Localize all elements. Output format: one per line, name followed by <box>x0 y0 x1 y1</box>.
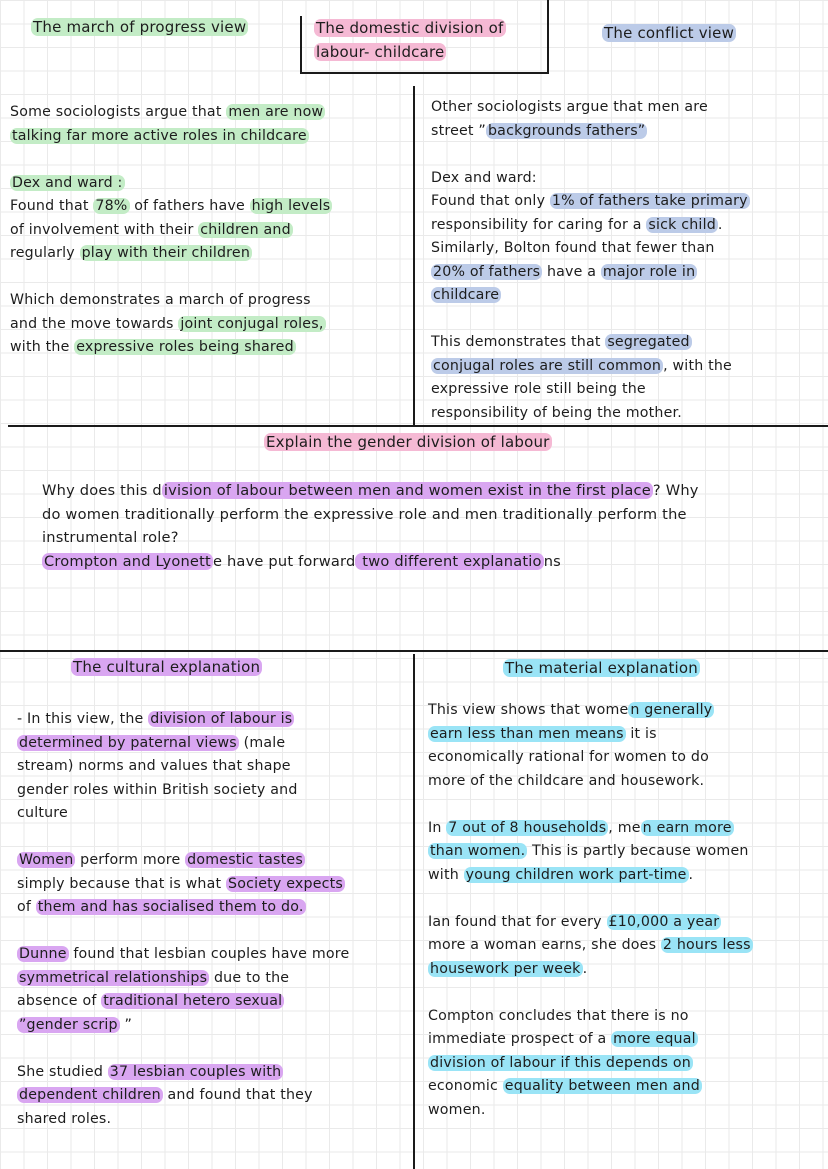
text-line <box>42 550 699 574</box>
text-span: ns <box>543 552 561 570</box>
text-line <box>10 148 332 172</box>
text-line <box>428 699 753 723</box>
text-span: ”gender scrip <box>19 1016 118 1033</box>
text-span: economically rational for women to do <box>428 749 709 765</box>
text-span: ? Why <box>652 482 699 499</box>
text-line <box>10 125 332 149</box>
text-span: division of labour if this depends on <box>430 1054 691 1071</box>
text-span: due to the <box>209 969 290 986</box>
text-span: Which demonstrates a march of progress <box>10 292 311 308</box>
text-span: Dex and ward: <box>431 169 537 186</box>
text-span: conjugal roles are still common <box>433 357 662 374</box>
text-line <box>431 355 750 379</box>
text-line <box>17 755 349 779</box>
text-line <box>17 1084 349 1108</box>
text-span: expressive roles being shared <box>76 339 294 355</box>
text-span: e have put forward <box>212 552 356 570</box>
text-span: The cultural explanation <box>73 658 261 676</box>
text-span: men are now <box>228 104 324 120</box>
text-span: Ian found that for every <box>428 913 607 930</box>
top-section-rule <box>8 425 828 427</box>
text-line <box>10 289 332 313</box>
text-span: immediate prospect of a <box>428 1031 612 1047</box>
text-line <box>17 920 349 944</box>
text-line <box>17 708 349 732</box>
text-line <box>10 101 332 125</box>
text-span: with the <box>10 339 75 355</box>
text-span: joint conjugal roles, <box>180 315 324 332</box>
text-span: Compton concludes that there is no <box>428 1007 689 1024</box>
text-line <box>428 981 753 1005</box>
text-span: 2 hours less <box>662 937 751 953</box>
text-span: responsibility for caring for a <box>431 216 647 233</box>
text-line <box>10 219 332 243</box>
header-underline <box>300 72 549 74</box>
text-line <box>431 120 750 144</box>
text-span: equality between men and <box>504 1078 700 1094</box>
text-line <box>431 96 750 120</box>
text-span: two different explanatio <box>357 552 542 570</box>
text-line <box>42 503 699 527</box>
text-line <box>17 990 349 1014</box>
text-line <box>428 864 753 888</box>
text-line <box>17 732 349 756</box>
text-span: labour- childcare <box>316 42 445 61</box>
text-line <box>428 1028 753 1052</box>
text-span: She studied <box>17 1063 108 1080</box>
explain-text <box>42 479 699 573</box>
text-span: 78% <box>95 198 128 214</box>
text-span: Why does this d <box>42 482 162 499</box>
text-span: segregated <box>607 334 690 350</box>
text-span: women. <box>428 1101 486 1118</box>
text-span: Found that only <box>431 193 550 209</box>
march-of-progress-heading <box>31 16 248 40</box>
cultural-explanation-text <box>17 708 349 1131</box>
text-span: The domestic division of <box>316 19 504 37</box>
conflict-view-heading <box>602 22 736 46</box>
text-line <box>431 214 750 238</box>
cultural-explanation-heading <box>71 656 262 680</box>
text-span: determined by paternal views <box>19 734 237 751</box>
text-span: In <box>428 819 447 836</box>
text-span: instrumental role? <box>42 529 179 546</box>
text-span: , with the <box>663 357 732 374</box>
header-divider-left <box>300 16 302 74</box>
text-span: Some sociologists argue that <box>10 104 227 120</box>
text-span: n generally <box>630 702 713 718</box>
text-span: simply because that is what <box>17 875 226 892</box>
text-span: high levels <box>251 198 331 214</box>
text-span: , me <box>608 819 641 836</box>
text-span: Similarly, Bolton found that fewer than <box>431 240 715 256</box>
text-line <box>42 526 699 550</box>
text-span: childcare <box>433 287 500 303</box>
text-line <box>431 378 750 402</box>
text-span: . <box>582 960 588 977</box>
conflict-view-text <box>431 96 750 425</box>
text-line <box>428 1075 753 1099</box>
text-line <box>431 261 750 285</box>
text-span: it is <box>625 725 657 742</box>
text-line <box>42 479 699 503</box>
text-line <box>314 17 506 41</box>
text-line <box>17 826 349 850</box>
text-span: regularly <box>10 245 80 261</box>
text-span: 7 out of 8 households <box>448 819 607 836</box>
text-span: play with their children <box>81 245 251 261</box>
text-span: street ” <box>431 122 486 139</box>
text-span: than women. <box>430 843 526 859</box>
text-span: and found that they <box>162 1087 313 1103</box>
text-span: This demonstrates that <box>431 334 606 350</box>
text-line <box>10 172 332 196</box>
text-span: . <box>688 866 694 883</box>
text-line <box>431 167 750 191</box>
text-span: of <box>17 899 36 915</box>
text-span: sick child <box>648 216 716 233</box>
text-line <box>17 802 349 826</box>
text-span: dependent children <box>19 1087 161 1103</box>
top-column-divider <box>413 86 415 426</box>
text-line <box>428 958 753 982</box>
text-line <box>17 1061 349 1085</box>
text-span: housework per week <box>430 960 581 977</box>
text-span: and the move towards <box>10 315 179 332</box>
text-span: £10,000 a year <box>608 913 720 930</box>
text-line <box>428 817 753 841</box>
text-span: Found that <box>10 198 94 214</box>
text-line <box>431 402 750 426</box>
text-span: perform more <box>75 852 186 868</box>
text-line <box>431 331 750 355</box>
text-line <box>10 242 332 266</box>
text-span: ” <box>119 1016 132 1033</box>
text-span: talking far more active roles in childcare <box>12 127 307 144</box>
text-line <box>17 943 349 967</box>
text-span: Dunne <box>19 946 67 962</box>
bottom-section-rule <box>0 650 828 652</box>
text-line <box>431 308 750 332</box>
text-span: This is partly because women <box>527 843 749 859</box>
text-span: more a woman earns, she does <box>428 937 661 953</box>
explain-heading <box>264 431 552 455</box>
text-span: gender roles within British society and <box>17 781 298 798</box>
text-span: Other sociologists argue that men are <box>431 99 708 115</box>
material-explanation-text <box>428 699 753 1122</box>
text-span: major role in <box>602 263 696 280</box>
text-span: found that lesbian couples have more <box>68 946 350 962</box>
text-line <box>428 1099 753 1123</box>
text-span: absence of <box>17 993 102 1009</box>
text-line <box>17 896 349 920</box>
text-span: responsibility of being the mother. <box>431 404 682 421</box>
text-span: Women <box>19 852 74 868</box>
text-line <box>431 284 750 308</box>
text-span: of fathers have <box>129 198 250 214</box>
text-line <box>10 336 332 360</box>
text-span: division of labour is <box>150 711 293 727</box>
text-span: ivision of labour between men and women exist in the first place <box>163 482 651 499</box>
text-line <box>428 1005 753 1029</box>
text-span: The material explanation <box>505 659 698 677</box>
text-line <box>17 873 349 897</box>
domestic-division-heading <box>314 17 506 64</box>
text-line <box>17 779 349 803</box>
text-line <box>10 313 332 337</box>
text-span: Crompton and Lyonett <box>44 552 211 570</box>
text-line <box>428 770 753 794</box>
text-line <box>17 1037 349 1061</box>
text-line <box>17 1014 349 1038</box>
text-span: 20% of fathers <box>433 263 541 280</box>
text-line <box>428 840 753 864</box>
text-span: 37 lesbian couples with <box>109 1063 282 1080</box>
text-span: do women traditionally perform the expressive role and men traditionally perform the <box>42 505 687 523</box>
text-span: Explain the gender division of labour <box>266 433 550 451</box>
bottom-column-divider <box>413 654 415 1169</box>
material-explanation-heading <box>503 657 700 681</box>
text-span: more equal <box>613 1031 696 1047</box>
text-span: with <box>428 866 464 883</box>
text-span: The conflict view <box>604 24 735 42</box>
text-line <box>10 195 332 219</box>
text-line <box>10 266 332 290</box>
text-span: This view shows that wome <box>428 702 629 718</box>
text-line <box>314 41 506 65</box>
text-span: Dex and ward : <box>12 174 123 191</box>
text-span: traditional hetero sexual <box>103 993 283 1009</box>
text-span: . <box>717 216 723 233</box>
text-span: 1% of fathers take primary <box>551 193 748 209</box>
text-line <box>17 849 349 873</box>
text-span: economic <box>428 1078 503 1094</box>
text-span: (male <box>238 734 286 751</box>
text-span: young children work part-time <box>465 866 687 883</box>
text-span: symmetrical relationships <box>19 969 208 986</box>
text-line <box>428 911 753 935</box>
text-span: n earn more <box>642 819 732 836</box>
text-line <box>431 237 750 261</box>
text-line <box>17 1108 349 1132</box>
text-span: culture <box>17 805 68 821</box>
text-span: - In this view, the <box>17 711 149 727</box>
text-span: stream) norms and values that shape <box>17 758 291 774</box>
text-span: The march of progress view <box>33 18 247 36</box>
text-line <box>428 746 753 770</box>
text-line <box>17 967 349 991</box>
text-span: shared roles. <box>17 1110 112 1127</box>
text-span: more of the childcare and housework. <box>428 772 705 789</box>
text-span: children and <box>200 221 291 238</box>
text-line <box>428 723 753 747</box>
text-line <box>428 1052 753 1076</box>
header-divider-right <box>547 0 549 74</box>
text-span: expressive role still being the <box>431 381 646 397</box>
text-span: backgrounds fathers” <box>487 122 646 139</box>
text-line <box>428 793 753 817</box>
text-span: have a <box>542 263 601 280</box>
text-line <box>428 887 753 911</box>
march-of-progress-text <box>10 101 332 360</box>
text-line <box>428 934 753 958</box>
text-line <box>431 190 750 214</box>
text-span: earn less than men means <box>430 725 624 742</box>
text-span: them and has socialised them to do. <box>37 899 304 915</box>
text-span: Society expects <box>227 875 343 892</box>
text-line <box>431 143 750 167</box>
text-span: domestic tastes <box>187 852 303 868</box>
text-span: of involvement with their <box>10 221 199 238</box>
